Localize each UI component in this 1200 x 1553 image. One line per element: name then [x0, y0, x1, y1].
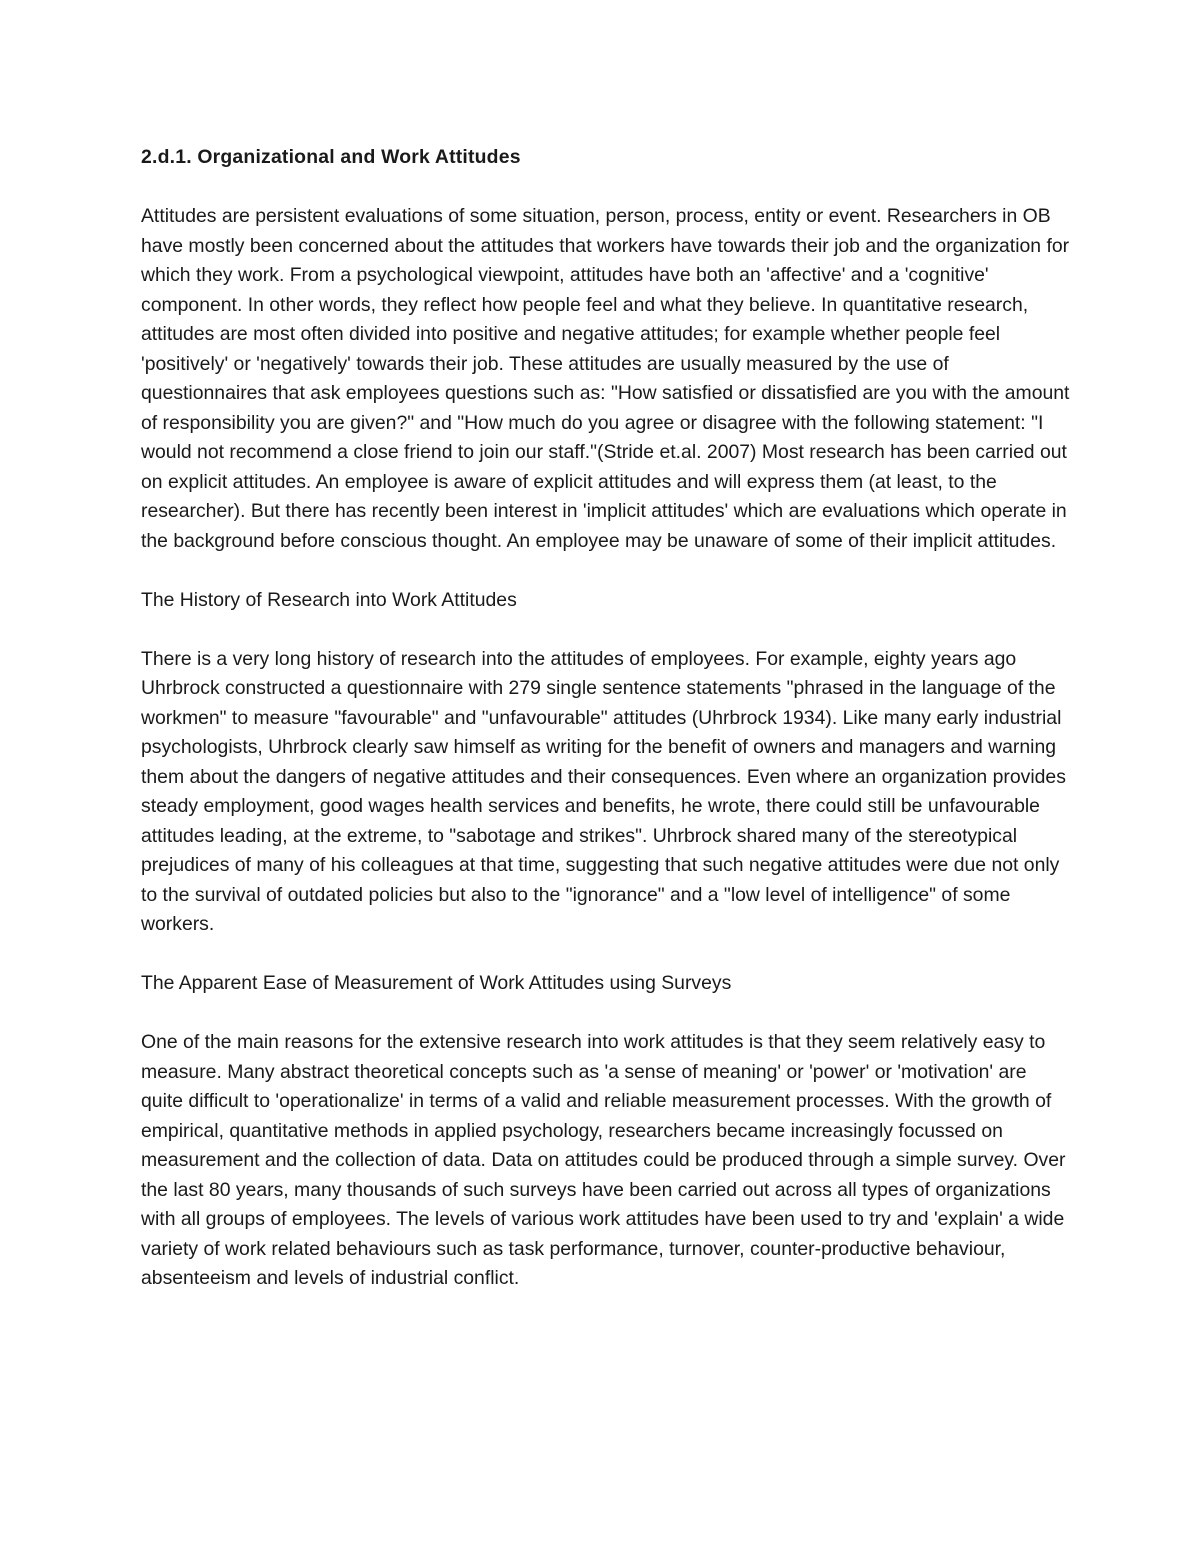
subheading-measurement: The Apparent Ease of Measurement of Work Attitudes using Surveys: [141, 972, 732, 994]
spacer: [141, 173, 1071, 203]
spacer: [141, 940, 1071, 970]
section-heading: 2.d.1. Organizational and Work Attitudes: [141, 146, 521, 168]
spacer: [141, 999, 1071, 1029]
paragraph-measurement: One of the main reasons for the extensive research into work attitudes is that they seem relatively easy to measure. Many abstract theoretical concepts such as 'a sense of meaning' or 'power' or 'motivation' are quite difficult to 'operationalize' in terms of a valid and reliable measurement processes. With the growth of empirical, quantitative methods in applied psychology, researchers became increasingly focussed on measurement and the collection of data. Data on attitudes could be produced through a simple survey. Over the last 80 years, many thousands of such surveys have been carried out across all types of organizations with all groups of employees. The levels of various work attitudes have been used to try and 'explain' a wide variety of work related behaviours such as task performance, turnover, counter-productive behaviour, absenteeism and levels of industrial conflict.: [141, 1031, 1066, 1289]
paragraph-history: There is a very long history of research into the attitudes of employees. For example, eighty years ago Uhrbrock constructed a questionnaire with 279 single sentence statements "phrased in the language of the workmen" to measure "favourable" and "unfavourable" attitudes (Uhrbrock 1934). Like many early industrial psychologists, Uhrbrock clearly saw himself as writing for the benefit of owners and managers and warning them about the dangers of negative attitudes and their consequences. Even where an organization provides steady employment, good wages health services and benefits, he wrote, there could still be unfavourable attitudes leading, at the extreme, to "sabotage and strikes". Uhrbrock shared many of the stereotypical prejudices of many of his colleagues at that time, suggesting that such negative attitudes were due not only to the survival of outdated policies but also to the "ignorance" and a "low level of intelligence" of some workers.: [141, 647, 1066, 935]
subheading-history: The History of Research into Work Attitudes: [141, 588, 517, 611]
paragraph-attitudes-definition: Attitudes are persistent evaluations of some situation, person, process, entity or event. Researchers in OB have mostly been concerned about the attitudes that workers have towards their job and the organization for which they work. From a psychological viewpoint, attitudes have both an 'affective' and a 'cognitive' component. In other words, they reflect how people feel and what they believe. In quantitative research, attitudes are most often divided into positive and negative attitudes; for example whether people feel 'positively' or 'negatively' towards their job. These attitudes are usually measured by the use of questionnaires that ask employees questions such as: "How satisfied or dissatisfied are you with the amount of responsibility you are given?" and "How much do you agree or disagree with the following statement: "I would not recommend a close friend to join our staff."(Stride et.al. 2007) Most research has been carried out on explicit attitudes. An employee is aware of explicit attitudes and will express them (at least, to the researcher). But there has recently been interest in 'implicit attitudes' which are evaluations which operate in the background before conscious thought. An employee may be unaware of some of their implicit attitudes.: [141, 205, 1070, 552]
document-body: [141, 143, 1071, 1294]
spacer: [141, 556, 1071, 586]
spacer: [141, 615, 1071, 645]
